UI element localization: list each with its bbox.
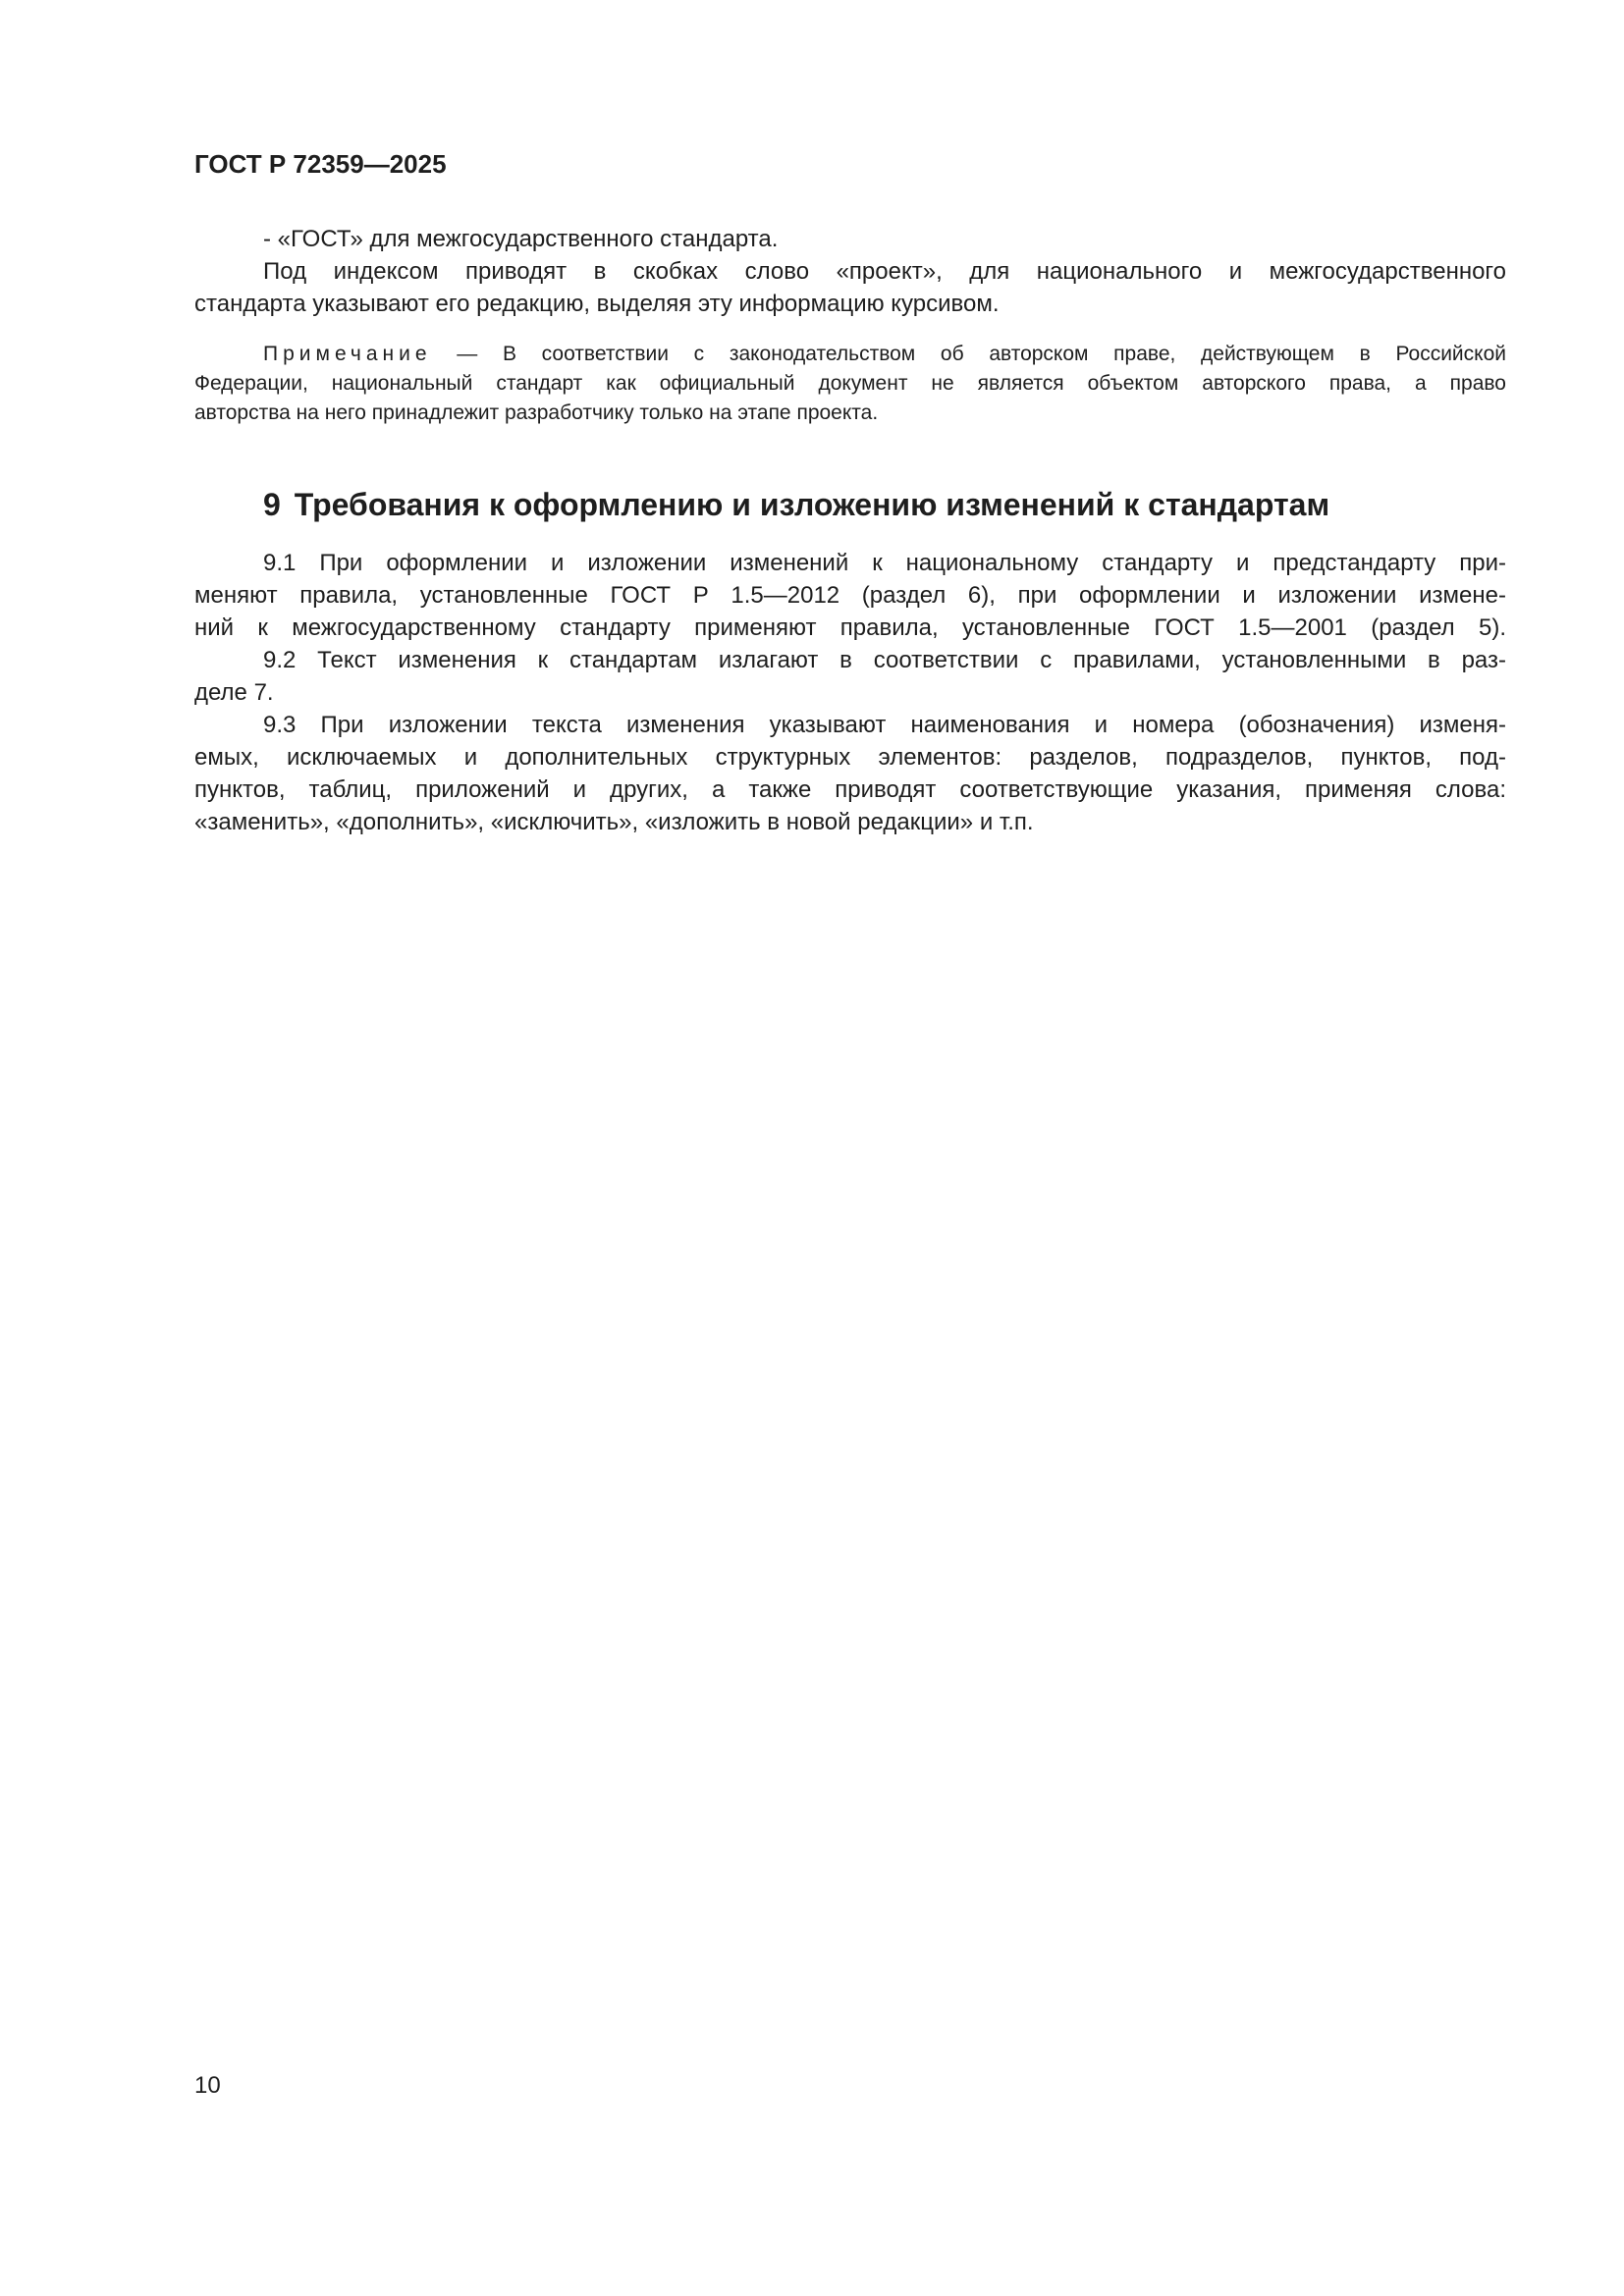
text-line: стандарта указывают его редакцию, выделяя эту информацию курсивом.: [194, 291, 1000, 317]
section-clauses: [194, 547, 1506, 838]
text-line: деле 7.: [194, 679, 274, 706]
text-line: 9.1 При оформлении и изложении изменений к национальному стандарту и предстандарту при-: [263, 550, 1506, 576]
document-code-header: ГОСТ Р 72359—2025: [194, 149, 447, 179]
clause-9-1: [194, 547, 1506, 644]
note-dash: —: [457, 343, 478, 365]
intro-paragraph: [194, 223, 1506, 320]
text-line: емых, исключаемых и дополнительных структурных элементов: разделов, подразделов, пунктов, под-: [194, 744, 1506, 771]
text-line: 9.3 При изложении текста изменения указывают наименования и номера (обозначения) изменя-: [263, 712, 1506, 738]
section-title: Требования к оформлению и изложению изменений к стандартам: [294, 487, 1330, 522]
section-number: 9: [263, 487, 281, 522]
text-line: пунктов, таблиц, приложений и других, а также приводят соответствующие указания, применяя слова:: [194, 776, 1506, 803]
note-block: [194, 340, 1506, 428]
note-line: авторства на него принадлежит разработчику только на этапе проекта.: [194, 401, 879, 424]
note-line: Федерации, национальный стандарт как официальный документ не является объектом авторского права, а право: [194, 372, 1506, 395]
section-heading: [263, 485, 1329, 524]
page-number: 10: [194, 2072, 221, 2099]
text-line: 9.2 Текст изменения к стандартам излагают в соответствии с правилами, установленными в раз-: [263, 647, 1506, 673]
text-line: Под индексом приводят в скобках слово «проект», для национального и межгосударственного: [263, 258, 1506, 285]
note-first-line: [194, 340, 1506, 369]
text-line: «заменить», «дополнить», «исключить», «изложить в новой редакции» и т.п.: [194, 809, 1034, 835]
note-text: В соответствии с законодательством об авторском праве, действующем в Российской: [502, 343, 1506, 365]
text-line: меняют правила, установленные ГОСТ Р 1.5—2012 (раздел 6), при оформлении и изложении измене-: [194, 582, 1506, 609]
text-line: ний к межгосударственному стандарту применяют правила, установленные ГОСТ 1.5—2001 (раздел 5).: [194, 614, 1506, 641]
clause-9-3: [194, 709, 1506, 838]
clause-9-2: [194, 644, 1506, 709]
note-label: Примечание: [263, 343, 432, 365]
text-line: - «ГОСТ» для межгосударственного стандарта.: [263, 226, 779, 252]
